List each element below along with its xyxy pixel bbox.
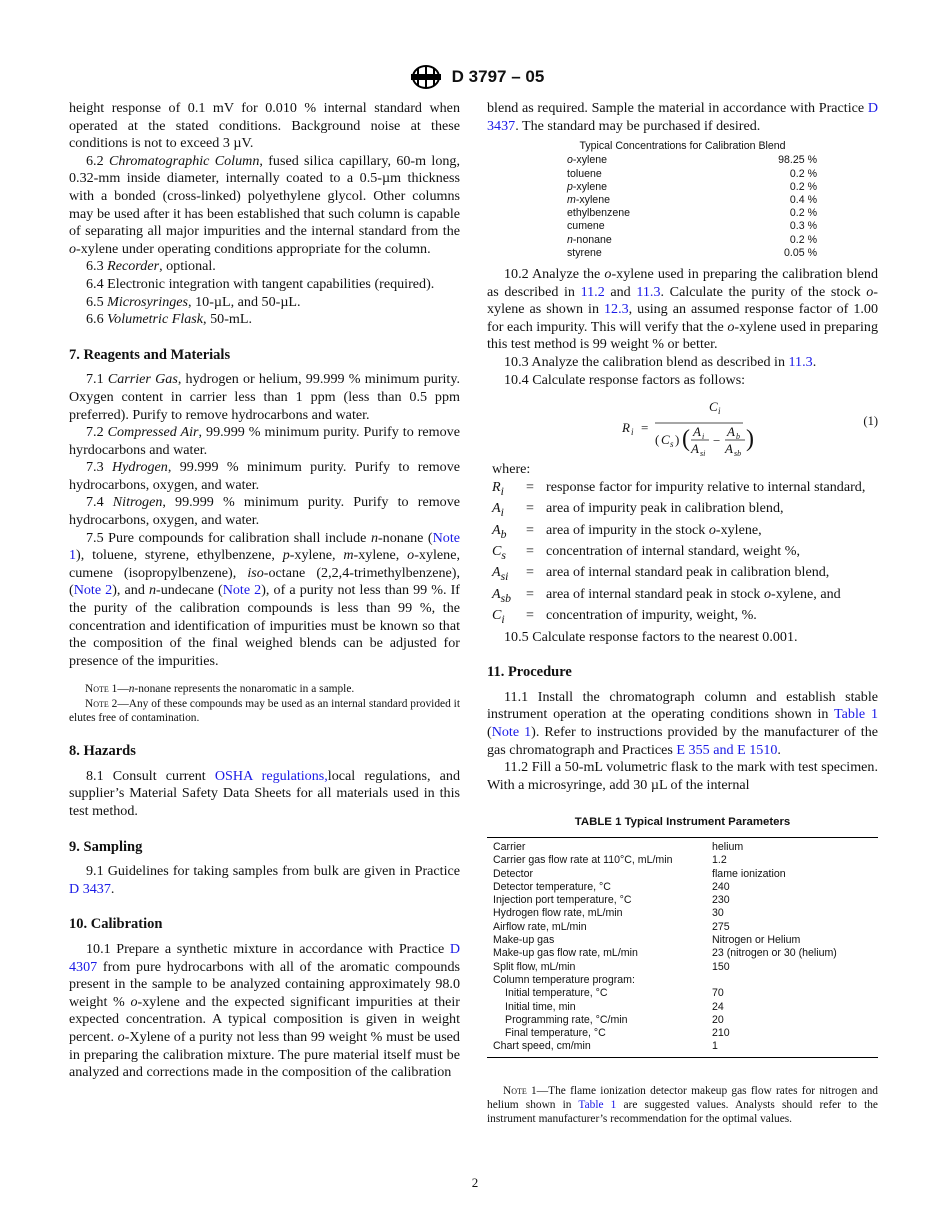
table-1-row: Make-up gas flow rate, mL/min 23 (nitrogen or 30 (helium) [493, 947, 837, 960]
heading-8: 8. Hazards [69, 743, 136, 760]
d4307-link[interactable]: D 4307 [69, 941, 460, 975]
blend-row: n-nonane 0.2 % [567, 233, 817, 246]
blend-row: toluene 0.2 % [567, 167, 817, 180]
section-11-3-link[interactable]: 11.3 [788, 353, 813, 370]
paragraph-continuation: blend as required. Sample the material in accordance with Practice D 3437. The standard may be purchased if desired. [487, 100, 878, 134]
d3437-link[interactable]: D 3437 [487, 100, 878, 134]
section-8-1: 8.1 Consult current OSHA regulations,local regulations, and supplier’s Material Safety Data Sheets for all materials used in this test method. [69, 767, 460, 820]
definition-row: $A_i$ = area of impurity peak in calibration blend, [492, 500, 784, 519]
blend-row: o-xylene 98.25 % [567, 154, 817, 167]
table-1-row: Carrier helium [493, 840, 744, 853]
blend-row: p-xylene 0.2 % [567, 180, 817, 193]
equation-1 [487, 395, 878, 457]
svg-text:A: A [727, 424, 735, 440]
svg-text:C: C [661, 432, 670, 448]
note-1-link[interactable]: Note 1 [69, 529, 461, 564]
heading-9: 9. Sampling [69, 838, 143, 855]
table-1-row: Initial time, min 24 [505, 1000, 724, 1013]
document-code: D 3797 – 05 [451, 67, 545, 86]
svg-text:si: si [700, 449, 706, 458]
svg-text:R: R [622, 420, 630, 436]
svg-text:A: A [691, 441, 699, 457]
definition-row: $R_i$ = response factor for impurity relative to internal standard, [492, 478, 866, 498]
section-11-2: 11.2 Fill a 50-mL volumetric flask to the mark with test specimen. With a microsyringe, add 30 µL of the internal [487, 759, 878, 793]
table-1-row: Hydrogen flow rate, mL/min 30 [493, 907, 724, 920]
blend-caption: Typical Concentrations for Calibration Blend [579, 140, 786, 153]
svg-text:C: C [709, 399, 718, 415]
paragraph-continuation: height response of 0.1 mV for 0.010 % internal standard when operated at the stated conditions. Background noise at these conditions is not to exceed 3 µV. [69, 100, 460, 152]
heading-10: 10. Calibration [69, 916, 163, 933]
table-1 [487, 814, 878, 1057]
left-column [69, 100, 460, 1082]
note-2-link[interactable]: Note 2 [222, 582, 262, 599]
table-1-link[interactable]: Table 1 [578, 1099, 617, 1111]
note-1-link[interactable]: Note 1 [491, 723, 532, 740]
table-1-row: Carrier gas flow rate at 110°C, mL/min 1.2 [493, 854, 727, 867]
section-6-5: 6.5 Microsyringes, 10-µL, and 50-µL. [86, 293, 301, 310]
blend-row: ethylbenzene 0.2 % [567, 207, 817, 220]
svg-text:): ) [675, 432, 680, 448]
section-10-1: 10.1 Prepare a synthetic mixture in accordance with Practice D 4307 from pure hydrocarbons with all of the aromatic compounds present in the sample to be analyzed containing approximately 98.0 weight % o-xylene and the expected significant impurities at their expected concentration. A typical composition is given in weight percent. o-Xylene of a purity not less than 99 weight % must be used in preparing the calibration mixture. The pure material itself must be analyzed and corrections made in the composition of the calibration [69, 941, 460, 1081]
definition-row: $C_s$ = concentration of internal standard, weight %, [492, 542, 800, 562]
svg-text:−: − [713, 433, 721, 449]
section-10-2: 10.2 Analyze the o-xylene used in preparing the calibration blend as described in 11.2 and 11.3. Calculate the purity of the stock o-xylene as shown in 12.3, using an assumed response factor of 1.00 for each impurity. This will verify that the o-xylene used in preparing this test method is 99 weight % or better. [487, 266, 879, 353]
table-1-row: Split flow, mL/min 150 [493, 960, 730, 973]
table-1-link[interactable]: Table 1 [834, 706, 878, 723]
section-9-1: 9.1 Guidelines for taking samples from bulk are given in Practice D 3437. [69, 863, 460, 897]
section-7-3: 7.3 Hydrogen, 99.999 % minimum purity. Purify to remove hydrocarbons, oxygen, and water. [69, 459, 461, 493]
response-factor-formula [487, 395, 807, 457]
e355-e1510-link[interactable]: E 355 and E 1510 [676, 741, 778, 758]
osha-link[interactable]: OSHA regulations, [214, 767, 328, 784]
svg-text:i: i [702, 432, 705, 442]
note-2-link[interactable]: Note 2 [73, 582, 113, 599]
section-10-3: 10.3 Analyze the calibration blend as described in 11.3. [504, 353, 817, 370]
note-2: Note 2—Any of these compounds may be used as an internal standard provided it elutes free of contamination. [69, 697, 460, 724]
svg-text:sb: sb [734, 449, 742, 458]
table-1-row: Chart speed, cm/min 1 [493, 1040, 718, 1053]
definition-row: $A_b$ = area of impurity in the stock o-xylene, [492, 521, 762, 541]
table-1-row: Final temperature, °C 210 [505, 1027, 730, 1040]
svg-text:s: s [670, 439, 674, 450]
section-7-4: 7.4 Nitrogen, 99.999 % minimum purity. Purify to remove hydrocarbons, oxygen, and water. [69, 494, 461, 529]
section-10-5: 10.5 Calculate response factors to the nearest 0.001. [504, 628, 798, 645]
section-7-5: 7.5 Pure compounds for calibration shall include n-nonane (Note 1), toluene, styrene, ethylbenzene, p-xylene, m-xylene, o-xylene, cumene (isopropylbenzene), iso-octane (2,2,4-trimethylbenzene), (Note 2), and n-undecane (Note 2), of a purity not less than 99 %. If the purity of the calibration compounds is less than 99 %, the concentration and identification of impurities must be known so that the composition of the final weighed blends can be adjusted for presence of the impurities. [69, 529, 461, 669]
svg-text:i: i [631, 427, 634, 438]
table-1-title: TABLE 1 Typical Instrument Parameters [574, 816, 791, 829]
section-10-4: 10.4 Calculate response factors as follows: [504, 371, 746, 388]
blend-row: m-xylene 0.4 % [567, 194, 817, 206]
heading-7: 7. Reagents and Materials [69, 346, 231, 363]
definition-row: $A_{si}$ = area of internal standard peak in calibration blend, [492, 564, 830, 584]
section-11-3-link[interactable]: 11.3 [636, 283, 661, 300]
table-1-row: Airflow rate, mL/min 275 [493, 920, 730, 933]
svg-text:(: ( [655, 432, 660, 448]
calibration-blend-table [487, 140, 878, 260]
d3437-link[interactable]: D 3437 [69, 880, 111, 897]
svg-text:(: ( [682, 426, 690, 453]
blend-row: styrene 0.05 % [567, 246, 817, 259]
table-1-row: Initial temperature, °C 70 [505, 987, 724, 1000]
svg-text:b: b [736, 432, 740, 442]
page-header [0, 64, 950, 90]
blend-row: cumene 0.3 % [567, 220, 817, 233]
section-11-2-link[interactable]: 11.2 [580, 283, 605, 300]
heading-11: 11. Procedure [487, 664, 572, 681]
table-1-row: Programming rate, °C/min 20 [505, 1013, 724, 1026]
section-11-1: 11.1 Install the chromatograph column and establish stable instrument operation at the operating conditions shown in Table 1 (Note 1). Refer to instructions provided by the manufacturer of the gas chromatograph and Practices E 355 and E 1510. [487, 688, 879, 758]
table-1-row: Injection port temperature, °C 230 [493, 894, 730, 907]
svg-text:A: A [693, 424, 701, 440]
table-1-row: Column temperature program: [493, 973, 635, 986]
right-column [487, 100, 878, 1127]
definition-row: $A_{sb}$ = area of internal standard peak in stock o-xylene, and [492, 585, 841, 605]
symbol-definitions [487, 479, 878, 629]
page-number: 2 [471, 1175, 479, 1190]
table-1-row: Detector temperature, °C 240 [493, 880, 730, 893]
section-12-3-link[interactable]: 12.3 [604, 301, 629, 318]
where-label: where: [492, 461, 531, 478]
table-1-row: Detector flame ionization [493, 867, 786, 880]
section-7-2: 7.2 Compressed Air, 99.999 % minimum purity. Purify to remove hyrdocarbons and water. [69, 424, 460, 458]
section-6-6: 6.6 Volumetric Flask, 50-mL. [86, 311, 252, 328]
equation-number: (1) [863, 414, 878, 429]
astm-logo-icon [406, 64, 446, 90]
table-1-note: Note 1—The flame ionization detector makeup gas flow rates for nitrogen and helium shown in Table 1 are suggested values. Analysts should refer to the instrument manufacturer’s recommendation for the optimal values. [487, 1084, 878, 1126]
svg-text:): ) [746, 426, 754, 453]
table-1-row: Make-up gas Nitrogen or Helium [493, 934, 801, 947]
svg-text:=: = [641, 420, 649, 436]
svg-text:A: A [725, 441, 733, 457]
definition-row: $C_i$ = concentration of impurity, weight, %. [492, 607, 757, 627]
section-6-4: 6.4 Electronic integration with tangent capabilities (required). [86, 275, 435, 292]
section-6-3: 6.3 Recorder, optional. [86, 258, 216, 275]
note-1: Note 1—n-nonane represents the nonaromatic in a sample. [85, 683, 355, 696]
section-6-2: 6.2 Chromatographic Column, fused silica capillary, 60-m long, 0.32-mm inside diameter, internally coated to a 0.5-µm thickness with a bonded (cross-linked) polyethylene glycol. Other columns may be used after it has been established that such column is capable of separating all major impurities and the internal standard from the o-xylene under operating conditions appropriate for the column. [69, 152, 460, 257]
svg-text:i: i [718, 406, 721, 417]
section-7-1: 7.1 Carrier Gas, hydrogen or helium, 99.999 % minimum purity. Oxygen content in carrier less than 1 ppm (less than 0.5 ppm preferred). Purify to remove hydrocarbons and water. [69, 371, 461, 423]
